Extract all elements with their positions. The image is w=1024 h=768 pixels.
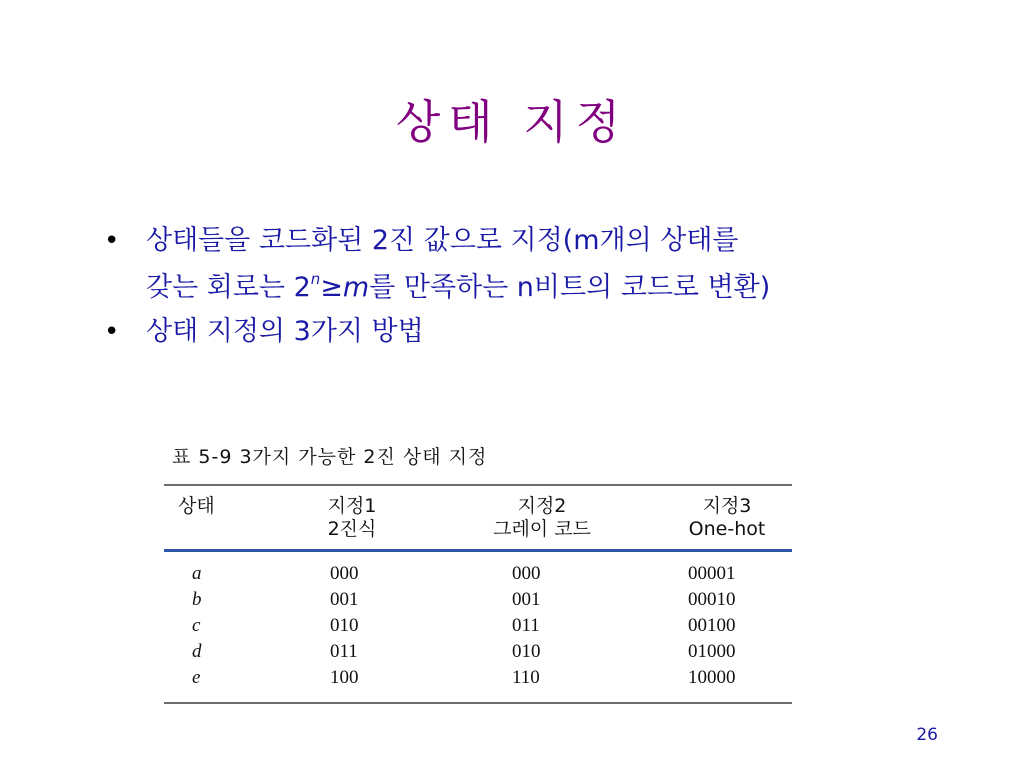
bullet-1-line-1: 상태들을 코드화된 2진 값으로 지정(m개의 상태를 — [146, 225, 739, 256]
table-row — [160, 615, 796, 641]
cell-binary: 010 — [330, 615, 359, 636]
cell-gray: 010 — [512, 641, 541, 662]
bullet-1-line-2 — [146, 260, 984, 307]
exponent-n: n — [310, 270, 321, 288]
bullet-list — [104, 222, 984, 357]
page-number: 26 — [916, 725, 938, 745]
cell-state: b — [192, 589, 202, 610]
slide-title: 상태 지정 — [395, 95, 629, 149]
cell-gray: 011 — [512, 615, 540, 636]
header-assignment-1-title: 지정1 — [327, 495, 377, 517]
cell-state: d — [192, 641, 202, 662]
bullet-item-2 — [104, 313, 984, 351]
cell-binary: 100 — [330, 667, 359, 688]
variable-m: m — [342, 272, 370, 303]
cell-onehot: 00010 — [688, 589, 736, 610]
table-top-rule — [164, 484, 792, 486]
state-assignment-table-figure — [160, 432, 796, 710]
bullet-dot-icon: • — [104, 226, 120, 256]
bullet-item-1 — [104, 222, 984, 307]
header-assignment-1 — [292, 495, 412, 541]
cell-state: a — [192, 563, 202, 584]
geq-symbol: ≥ — [320, 272, 343, 303]
table-header-rule — [164, 549, 792, 552]
bullet-1-line-2-pre: 갖는 회로는 2 — [146, 272, 311, 303]
cell-onehot: 10000 — [688, 667, 736, 688]
header-state: 상태 — [178, 495, 215, 517]
bullet-1-line-2-post: 를 만족하는 n비트의 코드로 변환) — [369, 272, 771, 303]
header-assignment-2 — [462, 495, 622, 541]
table-row — [160, 667, 796, 693]
header-assignment-2-title: 지정2 — [517, 495, 567, 517]
bullet-dot-icon: • — [104, 317, 120, 347]
header-assignment-3-subtitle: One-hot — [688, 518, 766, 540]
header-assignment-1-subtitle: 2진식 — [327, 518, 377, 540]
cell-gray: 001 — [512, 589, 541, 610]
cell-onehot: 00001 — [688, 563, 736, 584]
cell-gray: 000 — [512, 563, 541, 584]
cell-binary: 000 — [330, 563, 359, 584]
table-row — [160, 589, 796, 615]
cell-onehot: 01000 — [688, 641, 736, 662]
table-row — [160, 563, 796, 589]
cell-gray: 110 — [512, 667, 540, 688]
cell-binary: 011 — [330, 641, 358, 662]
cell-state: c — [192, 615, 201, 636]
header-assignment-2-subtitle: 그레이 코드 — [493, 518, 591, 540]
header-assignment-3-title: 지정3 — [702, 495, 752, 517]
table-bottom-rule — [164, 702, 792, 704]
table-row — [160, 641, 796, 667]
cell-binary: 001 — [330, 589, 359, 610]
header-assignment-3 — [668, 495, 786, 541]
cell-onehot: 00100 — [688, 615, 736, 636]
bullet-2-text: 상태 지정의 3가지 방법 — [146, 316, 424, 347]
cell-state: e — [192, 667, 201, 688]
table-caption: 표 5-9 3가지 가능한 2진 상태 지정 — [172, 446, 488, 468]
table-body — [160, 563, 796, 693]
